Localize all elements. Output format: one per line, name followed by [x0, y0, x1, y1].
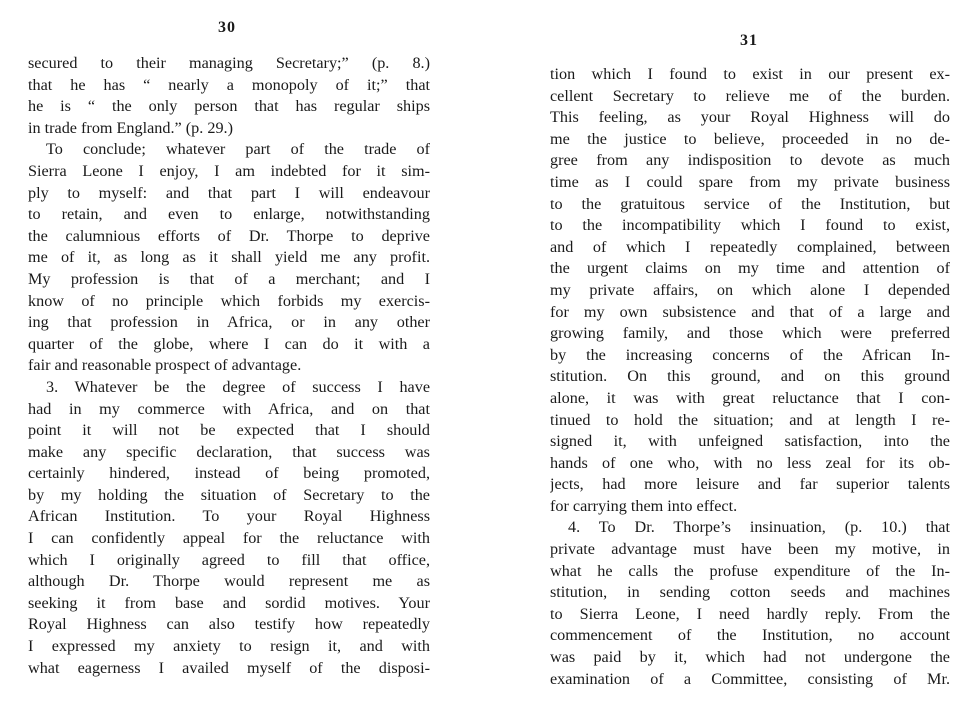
text-line: This feeling, as your Royal Highness will do	[550, 108, 950, 127]
text-line: for my own subsistence and that of a large and	[550, 302, 950, 321]
text-line: which I originally agreed to fill that office,	[28, 550, 430, 569]
text-line: commencement of the Institution, no account	[550, 626, 950, 645]
text-line: to the incompatibility which I found to exist,	[550, 216, 950, 235]
text-line: time as I could spare from my private business	[550, 172, 950, 191]
text-line: alone, it was with great reluctance that I con-	[550, 388, 950, 407]
text-line: in trade from England.” (p. 29.)	[28, 118, 233, 137]
text-line: and of which I repeatedly complained, between	[550, 237, 950, 256]
text-line: to the gratuitous service of the Institution, but	[550, 194, 950, 213]
text-line: 4. To Dr. Thorpe’s insinuation, (p. 10.) that	[568, 518, 950, 537]
text-line: signed it, with unfeigned satisfaction, into the	[550, 432, 950, 451]
text-line: My profession is that of a merchant; and I	[28, 269, 430, 288]
text-line: ply to myself: and that part I will endeavour	[28, 183, 430, 202]
text-line: secured to their managing Secretary;” (p. 8.)	[28, 54, 430, 72]
text-line: I can confidently appeal for the reluctance with	[28, 529, 430, 548]
text-line: stitution. On this ground, and on this ground	[550, 367, 950, 386]
text-line: I expressed my anxiety to resign it, and with	[28, 637, 430, 656]
text-line: quarter of the globe, where I can do it with a	[28, 334, 430, 353]
text-line: the urgent claims on my time and attention of	[550, 259, 950, 278]
text-line: he is “ the only person that has regular ships	[28, 97, 430, 116]
text-line: what he calls the profuse expenditure of the In-	[550, 561, 950, 580]
text-line: the calumnious efforts of Dr. Thorpe to deprive	[28, 226, 430, 245]
text-line: certainly hindered, instead of being promoted,	[28, 464, 430, 483]
text-line: know of no principle which forbids my exercis-	[28, 291, 430, 310]
text-line: private advantage must have been my motive, in	[550, 540, 950, 559]
page-number-right: 31	[740, 32, 758, 49]
text-line: examination of a Committee, consisting of Mr.	[550, 669, 950, 688]
text-line: To conclude; whatever part of the trade of	[46, 140, 430, 159]
left-page-text	[28, 53, 430, 679]
text-line: 3. Whatever be the degree of success I have	[46, 377, 430, 396]
text-line: what eagerness I availed myself of the disposi-	[28, 658, 430, 677]
text-line: by my holding the situation of Secretary to the	[28, 485, 430, 504]
text-line: growing family, and those which were preferred	[550, 324, 950, 343]
text-line: me the justice to believe, proceeded in no de-	[550, 129, 950, 148]
text-line: to Sierra Leone, I need hardly reply. From the	[550, 604, 950, 623]
text-line: Sierra Leone I enjoy, I am indebted for it sim-	[28, 161, 430, 180]
text-line: by the increasing concerns of the African In-	[550, 345, 950, 364]
text-line: hands of one who, with no less zeal for its ob-	[550, 453, 950, 472]
text-line: to retain, and even to enlarge, notwithstanding	[28, 205, 430, 224]
text-line: although Dr. Thorpe would represent me as	[28, 572, 430, 591]
text-line: jects, had more leisure and far superior talents	[550, 475, 950, 494]
text-line: fair and reasonable prospect of advantage.	[28, 356, 302, 375]
text-line: gree from any indisposition to devote as much	[550, 151, 950, 170]
text-line: me of it, as long as it shall yield me any profit.	[28, 248, 430, 267]
text-line: African Institution. To your Royal Highness	[28, 507, 430, 526]
text-line: my private affairs, on which alone I depended	[550, 280, 950, 299]
text-line: Royal Highness can also testify how repeatedly	[28, 615, 430, 634]
text-line: had in my commerce with Africa, and on that	[28, 399, 430, 418]
text-line: stitution, in sending cotton seeds and machines	[550, 583, 950, 602]
text-line: for carrying them into effect.	[550, 496, 738, 515]
text-line: tinued to hold the situation; and at length I re-	[550, 410, 950, 429]
text-line: seeking it from base and sordid motives. Your	[28, 593, 430, 612]
text-line: was paid by it, which had not undergone the	[550, 648, 950, 667]
page-number-left: 30	[218, 19, 236, 36]
right-page-text	[550, 64, 950, 690]
text-line: tion which I found to exist in our present ex-	[550, 65, 950, 83]
text-line: ing that profession in Africa, or in any other	[28, 313, 430, 332]
text-line: cellent Secretary to relieve me of the burden.	[550, 86, 950, 105]
text-line: point it will not be expected that I should	[28, 421, 430, 440]
text-line: make any specific declaration, that success was	[28, 442, 430, 461]
text-line: that he has “ nearly a monopoly of it;” that	[28, 75, 430, 94]
